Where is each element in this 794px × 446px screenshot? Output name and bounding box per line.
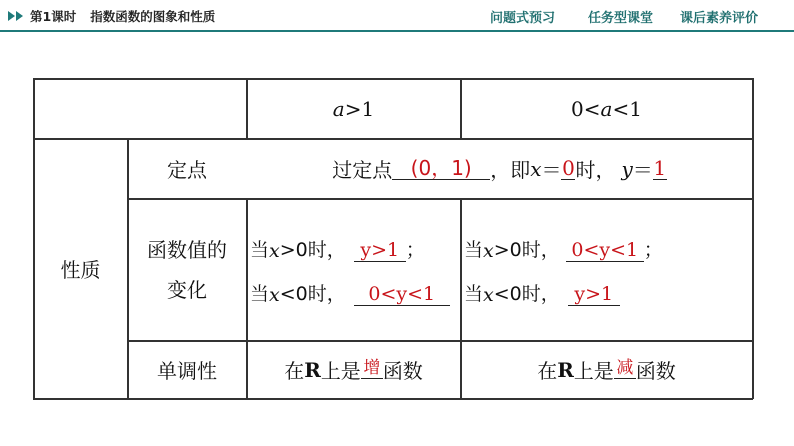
answer-lt1-negative: y>1 xyxy=(568,285,620,306)
row-label-value-change: 函数值的 变化 xyxy=(147,237,227,302)
answer-fixed-point: (0，1) xyxy=(392,158,490,180)
gt1-positive-line: 当 x >0时， y>1 ； xyxy=(250,239,425,262)
answer-gt1-negative: 0<y<1 xyxy=(354,285,450,306)
nav-classroom[interactable]: 任务型课堂 xyxy=(588,10,654,26)
answer-x-value: 0 xyxy=(562,155,575,180)
nav-preview[interactable]: 问题式预习 xyxy=(490,10,556,26)
monotonic-lt1: 在 R 上是 减 函数 xyxy=(537,357,676,383)
fixed-point-content: 过定点 (0，1) ，即 x ＝ 0 时， y ＝ 1 xyxy=(332,155,667,182)
lesson-label: 第1课时 xyxy=(30,9,77,24)
answer-increasing: 增 xyxy=(361,360,383,379)
gt1-negative-line: 当 x <0时， 0<y<1 xyxy=(250,278,450,306)
nav-evaluation[interactable]: 课后素养评价 xyxy=(680,10,759,26)
row-label-fixed-point: 定点 xyxy=(167,158,207,182)
table-border-right xyxy=(752,78,754,399)
lt1-positive-line: 当 x >0时， 0<y<1 ； xyxy=(464,239,663,262)
answer-gt1-positive: y>1 xyxy=(354,241,406,262)
table-border-bottom xyxy=(33,398,753,400)
answer-decreasing: 减 xyxy=(614,360,636,379)
header-a-lt-1: 0< a <1 xyxy=(571,96,642,121)
header-a-gt-1: a >1 xyxy=(332,96,375,121)
lesson-title: 指数函数的图象和性质 xyxy=(90,9,216,24)
lt1-negative-line: 当 x <0时， y>1 xyxy=(464,278,620,306)
answer-lt1-positive: 0<y<1 xyxy=(566,241,644,262)
monotonic-gt1: 在 R 上是 增 函数 xyxy=(284,357,423,383)
row-label-monotonic: 单调性 xyxy=(157,359,217,383)
row-group-properties: 性质 xyxy=(60,258,101,282)
answer-y-value: 1 xyxy=(653,155,667,180)
